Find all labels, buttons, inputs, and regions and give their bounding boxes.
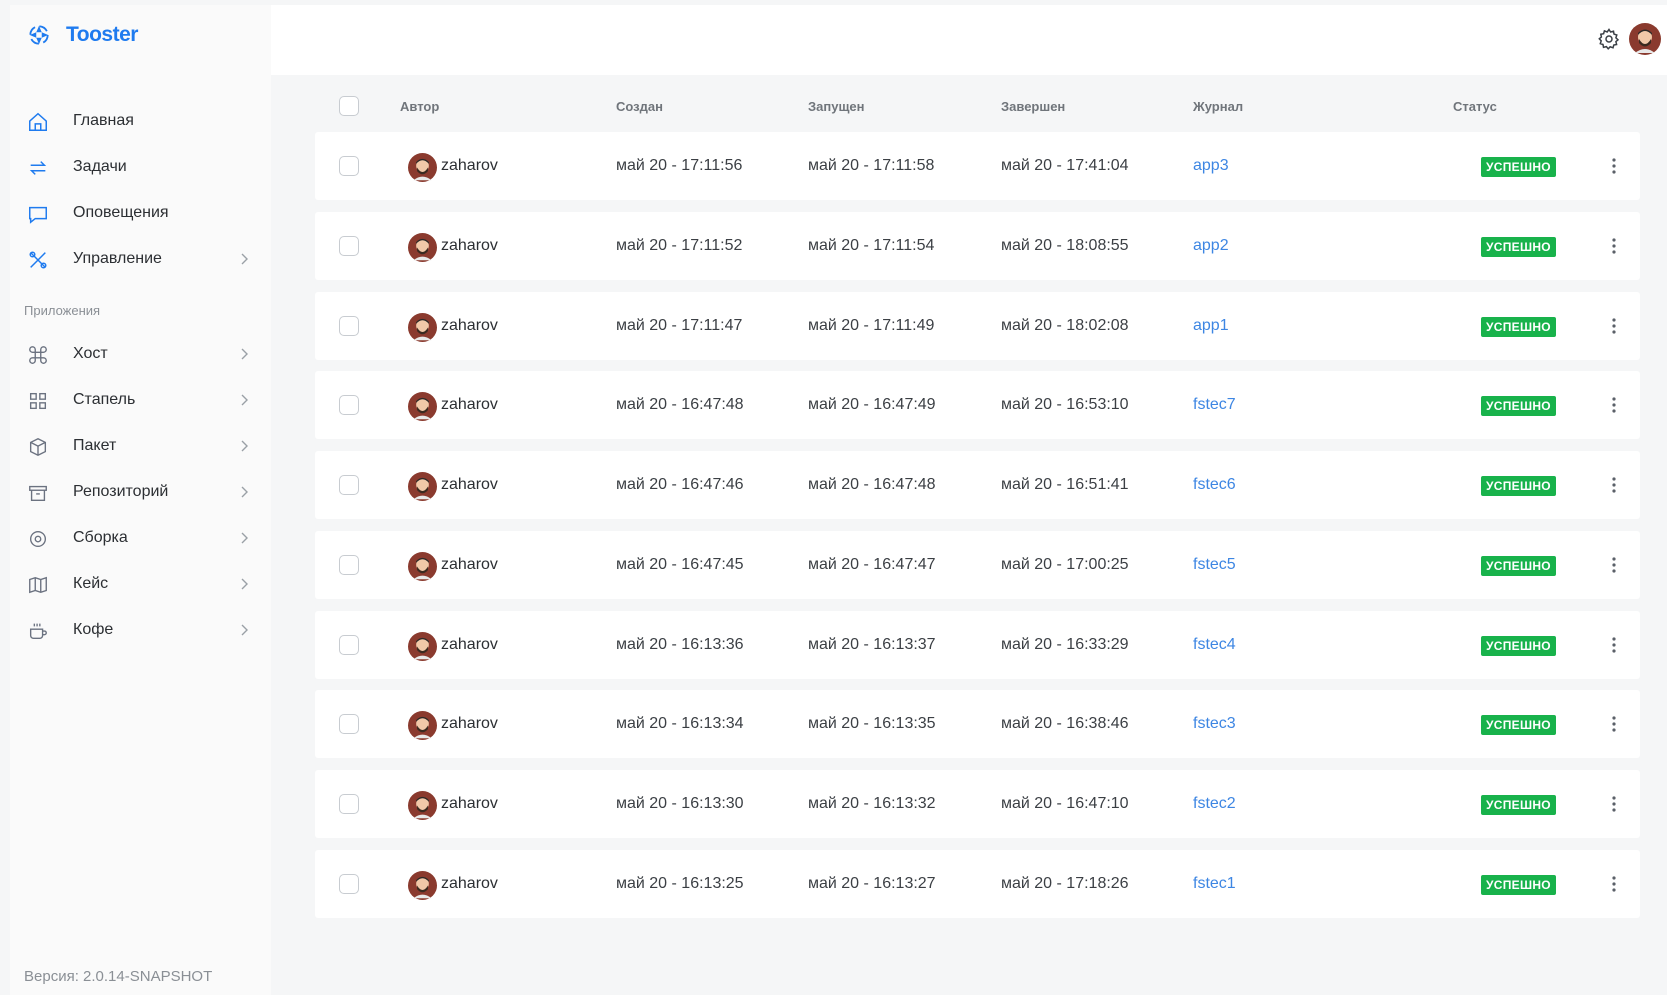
table-row[interactable] xyxy=(315,611,1640,679)
log-link[interactable]: fstec5 xyxy=(1193,556,1236,573)
started-cell: май 20 - 16:13:32 xyxy=(808,795,936,812)
user-avatar[interactable] xyxy=(1629,23,1661,55)
sidebar xyxy=(10,5,271,995)
table-header xyxy=(315,90,1640,122)
sidebar-item-notifications[interactable] xyxy=(10,193,271,233)
grid-icon xyxy=(27,390,49,412)
log-link[interactable]: app1 xyxy=(1193,317,1229,334)
sidebar-item-label: Кейс xyxy=(73,575,109,592)
author-name: zaharov xyxy=(441,395,498,413)
author-cell xyxy=(408,711,498,740)
chevron-right-icon xyxy=(239,347,249,361)
finished-cell: май 20 - 16:47:10 xyxy=(1001,795,1129,812)
tools-icon xyxy=(27,249,49,271)
column-header-status[interactable]: Статус xyxy=(1453,99,1497,114)
created-cell: май 20 - 16:13:25 xyxy=(616,875,744,892)
started-cell: май 20 - 16:13:37 xyxy=(808,636,936,653)
finished-cell: май 20 - 17:41:04 xyxy=(1001,157,1129,174)
archive-icon xyxy=(27,482,49,504)
author-name: zaharov xyxy=(441,316,498,334)
sidebar-item-package[interactable] xyxy=(10,426,271,466)
author-cell xyxy=(408,392,498,421)
row-checkbox[interactable] xyxy=(339,316,359,336)
author-name: zaharov xyxy=(441,236,498,254)
created-cell: май 20 - 17:11:56 xyxy=(616,157,743,174)
repeat-icon xyxy=(27,157,49,179)
row-checkbox[interactable] xyxy=(339,475,359,495)
created-cell: май 20 - 16:13:30 xyxy=(616,795,744,812)
status-badge: УСПЕШНО xyxy=(1481,237,1556,257)
created-cell: май 20 - 16:47:48 xyxy=(616,396,744,413)
author-cell xyxy=(408,791,498,820)
started-cell: май 20 - 17:11:49 xyxy=(808,317,935,334)
finished-cell: май 20 - 18:08:55 xyxy=(1001,237,1129,254)
author-avatar xyxy=(408,233,437,262)
sidebar-item-label: Сборка xyxy=(73,529,128,546)
status-badge: УСПЕШНО xyxy=(1481,556,1556,576)
status-badge: УСПЕШНО xyxy=(1481,157,1556,177)
top-bar xyxy=(271,5,1667,75)
select-all-checkbox[interactable] xyxy=(339,96,359,116)
log-link[interactable]: fstec7 xyxy=(1193,396,1236,413)
chevron-right-icon xyxy=(239,531,249,545)
author-avatar xyxy=(408,153,437,182)
more-vertical-icon[interactable] xyxy=(1608,156,1620,176)
row-checkbox[interactable] xyxy=(339,635,359,655)
sidebar-item-label: Главная xyxy=(73,112,134,129)
created-cell: май 20 - 17:11:47 xyxy=(616,317,743,334)
column-header-author[interactable]: Автор xyxy=(400,99,440,114)
author-name: zaharov xyxy=(441,635,498,653)
finished-cell: май 20 - 16:38:46 xyxy=(1001,715,1129,732)
author-avatar xyxy=(408,871,437,900)
log-link[interactable]: fstec3 xyxy=(1193,715,1236,732)
status-badge: УСПЕШНО xyxy=(1481,875,1556,895)
gear-icon[interactable] xyxy=(1597,27,1621,51)
author-avatar xyxy=(408,632,437,661)
chevron-right-icon xyxy=(239,577,249,591)
sidebar-item-management[interactable] xyxy=(10,239,271,279)
author-name: zaharov xyxy=(441,555,498,573)
started-cell: май 20 - 17:11:54 xyxy=(808,237,935,254)
sidebar-item-build[interactable] xyxy=(10,518,271,558)
author-name: zaharov xyxy=(441,794,498,812)
row-checkbox[interactable] xyxy=(339,874,359,894)
status-badge: УСПЕШНО xyxy=(1481,715,1556,735)
sidebar-item-stapel[interactable] xyxy=(10,380,271,420)
table-row[interactable] xyxy=(315,451,1640,519)
author-avatar xyxy=(408,313,437,342)
chevron-right-icon xyxy=(239,485,249,499)
created-cell: май 20 - 16:13:36 xyxy=(616,636,744,653)
table-row[interactable] xyxy=(315,770,1640,838)
log-link[interactable]: fstec4 xyxy=(1193,636,1236,653)
started-cell: май 20 - 16:47:47 xyxy=(808,556,936,573)
message-icon xyxy=(27,203,49,225)
author-avatar xyxy=(408,711,437,740)
sidebar-item-label: Оповещения xyxy=(73,204,169,221)
sidebar-item-home[interactable] xyxy=(10,101,271,141)
sidebar-item-label: Задачи xyxy=(73,158,127,175)
column-header-created[interactable]: Создан xyxy=(616,99,663,114)
started-cell: май 20 - 16:47:48 xyxy=(808,476,936,493)
created-cell: май 20 - 16:13:34 xyxy=(616,715,744,732)
started-cell: май 20 - 16:13:35 xyxy=(808,715,936,732)
author-cell xyxy=(408,472,498,501)
author-avatar xyxy=(408,552,437,581)
created-cell: май 20 - 16:47:45 xyxy=(616,556,744,573)
status-badge: УСПЕШНО xyxy=(1481,476,1556,496)
chevron-right-icon xyxy=(239,393,249,407)
more-vertical-icon[interactable] xyxy=(1608,395,1620,415)
sidebar-item-repository[interactable] xyxy=(10,472,271,512)
sidebar-item-label: Хост xyxy=(73,345,108,362)
sidebar-item-label: Управление xyxy=(73,250,162,267)
column-header-started[interactable]: Запущен xyxy=(808,99,865,114)
column-header-finished[interactable]: Завершен xyxy=(1001,99,1066,114)
sidebar-item-coffee[interactable] xyxy=(10,610,271,650)
sidebar-item-host[interactable] xyxy=(10,334,271,374)
created-cell: май 20 - 17:11:52 xyxy=(616,237,743,254)
table-row[interactable] xyxy=(315,292,1640,360)
started-cell: май 20 - 17:11:58 xyxy=(808,157,935,174)
version-label: Версия: 2.0.14-SNAPSHOT xyxy=(24,968,213,985)
sidebar-item-case[interactable] xyxy=(10,564,271,604)
author-avatar xyxy=(408,791,437,820)
author-cell xyxy=(408,871,498,900)
package-icon xyxy=(27,436,49,458)
section-label-apps: Приложения xyxy=(24,303,101,318)
sidebar-item-label: Кофе xyxy=(73,621,114,638)
row-checkbox[interactable] xyxy=(339,714,359,734)
row-checkbox[interactable] xyxy=(339,794,359,814)
finished-cell: май 20 - 16:53:10 xyxy=(1001,396,1129,413)
more-vertical-icon[interactable] xyxy=(1608,236,1620,256)
author-cell xyxy=(408,632,498,661)
table-row[interactable] xyxy=(315,531,1640,599)
row-checkbox[interactable] xyxy=(339,156,359,176)
sidebar-item-label: Пакет xyxy=(73,437,117,454)
table-row[interactable] xyxy=(315,371,1640,439)
finished-cell: май 20 - 17:18:26 xyxy=(1001,875,1129,892)
home-icon xyxy=(27,111,49,133)
app-name: Tooster xyxy=(66,23,138,46)
table-row[interactable] xyxy=(315,212,1640,280)
target-icon xyxy=(27,528,49,550)
author-name: zaharov xyxy=(441,156,498,174)
row-checkbox[interactable] xyxy=(339,395,359,415)
author-cell xyxy=(408,552,498,581)
author-cell xyxy=(408,233,498,262)
logo-icon xyxy=(28,24,50,46)
more-vertical-icon[interactable] xyxy=(1608,555,1620,575)
author-cell xyxy=(408,153,498,182)
status-badge: УСПЕШНО xyxy=(1481,396,1556,416)
log-link[interactable]: app2 xyxy=(1193,237,1229,254)
more-vertical-icon[interactable] xyxy=(1608,794,1620,814)
row-checkbox[interactable] xyxy=(339,236,359,256)
command-icon xyxy=(27,344,49,366)
author-name: zaharov xyxy=(441,874,498,892)
column-header-log[interactable]: Журнал xyxy=(1193,99,1244,114)
map-icon xyxy=(27,574,49,596)
finished-cell: май 20 - 18:02:08 xyxy=(1001,317,1129,334)
more-vertical-icon[interactable] xyxy=(1608,316,1620,336)
more-vertical-icon[interactable] xyxy=(1608,874,1620,894)
author-avatar xyxy=(408,472,437,501)
more-vertical-icon[interactable] xyxy=(1608,635,1620,655)
status-badge: УСПЕШНО xyxy=(1481,636,1556,656)
created-cell: май 20 - 16:47:46 xyxy=(616,476,744,493)
more-vertical-icon[interactable] xyxy=(1608,714,1620,734)
status-badge: УСПЕШНО xyxy=(1481,795,1556,815)
chevron-right-icon xyxy=(239,252,249,266)
author-avatar xyxy=(408,392,437,421)
coffee-icon xyxy=(27,620,49,642)
sidebar-item-tasks[interactable] xyxy=(10,147,271,187)
author-name: zaharov xyxy=(441,475,498,493)
started-cell: май 20 - 16:47:49 xyxy=(808,396,936,413)
table-row[interactable] xyxy=(315,850,1640,918)
sidebar-item-label: Репозиторий xyxy=(73,483,169,500)
log-link[interactable]: fstec6 xyxy=(1193,476,1236,493)
log-link[interactable]: fstec2 xyxy=(1193,795,1236,812)
finished-cell: май 20 - 17:00:25 xyxy=(1001,556,1129,573)
table-row[interactable] xyxy=(315,690,1640,758)
chevron-right-icon xyxy=(239,439,249,453)
more-vertical-icon[interactable] xyxy=(1608,475,1620,495)
sidebar-item-label: Стапель xyxy=(73,391,136,408)
author-cell xyxy=(408,313,498,342)
finished-cell: май 20 - 16:51:41 xyxy=(1001,476,1129,493)
finished-cell: май 20 - 16:33:29 xyxy=(1001,636,1129,653)
row-checkbox[interactable] xyxy=(339,555,359,575)
status-badge: УСПЕШНО xyxy=(1481,317,1556,337)
log-link[interactable]: app3 xyxy=(1193,157,1229,174)
table-row[interactable] xyxy=(315,132,1640,200)
brand[interactable] xyxy=(28,23,138,47)
log-link[interactable]: fstec1 xyxy=(1193,875,1236,892)
author-name: zaharov xyxy=(441,714,498,732)
started-cell: май 20 - 16:13:27 xyxy=(808,875,936,892)
chevron-right-icon xyxy=(239,623,249,637)
